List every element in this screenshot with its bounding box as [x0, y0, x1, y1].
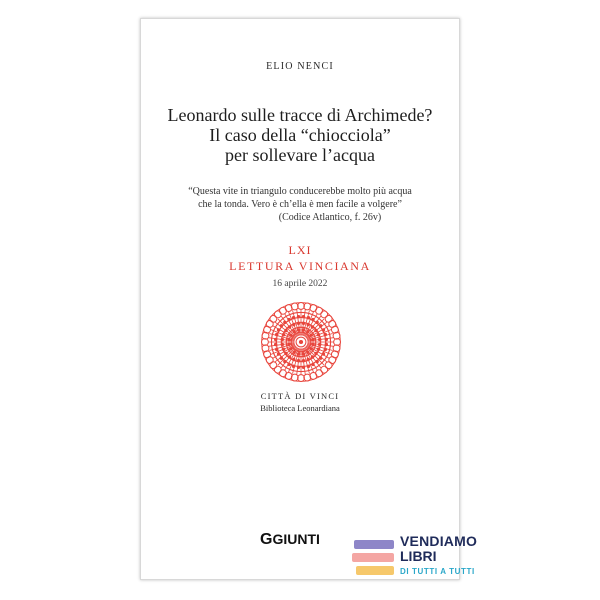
- vendiamo-libri-badge: [350, 534, 490, 584]
- book-cover: [140, 18, 460, 580]
- title-line-2: Il caso della “chiocciola”: [209, 125, 391, 145]
- event-date: 16 aprile 2022: [272, 279, 328, 289]
- issuer-library: Biblioteca Leonardiana: [260, 403, 340, 413]
- publisher-name: GIUNTI: [272, 531, 320, 547]
- quote-line-1: “Questa vite in triangulo conducerebbe molto più acqua: [188, 186, 412, 197]
- series-number: LXI: [288, 243, 312, 257]
- author-name: ELIO NENCI: [266, 61, 334, 72]
- series-name: LETTURA VINCIANA: [229, 259, 371, 273]
- title-line-3: per sollevare l’acqua: [225, 145, 375, 165]
- issuer-city: CITTÀ DI VINCI: [260, 391, 340, 401]
- publisher-logo: [260, 531, 320, 549]
- title-line-1: Leonardo sulle tracce di Archimede?: [167, 105, 433, 125]
- quote-reference: (Codice Atlantico, f. 26v): [278, 212, 382, 223]
- badge-tagline: DI TUTTI A TUTTI: [400, 567, 475, 576]
- book-title: [141, 105, 459, 165]
- badge-line-1: VENDIAMO: [400, 533, 478, 549]
- rosette-emblem-icon: [260, 301, 342, 383]
- book-stack-icon: [350, 534, 398, 584]
- badge-line-2: LIBRI: [400, 548, 437, 564]
- quote-line-2: che la tonda. Vero è ch’ella è men facile a volgere”: [198, 199, 402, 210]
- epigraph-quote: [141, 185, 459, 224]
- publisher-mark-icon: G: [260, 531, 273, 548]
